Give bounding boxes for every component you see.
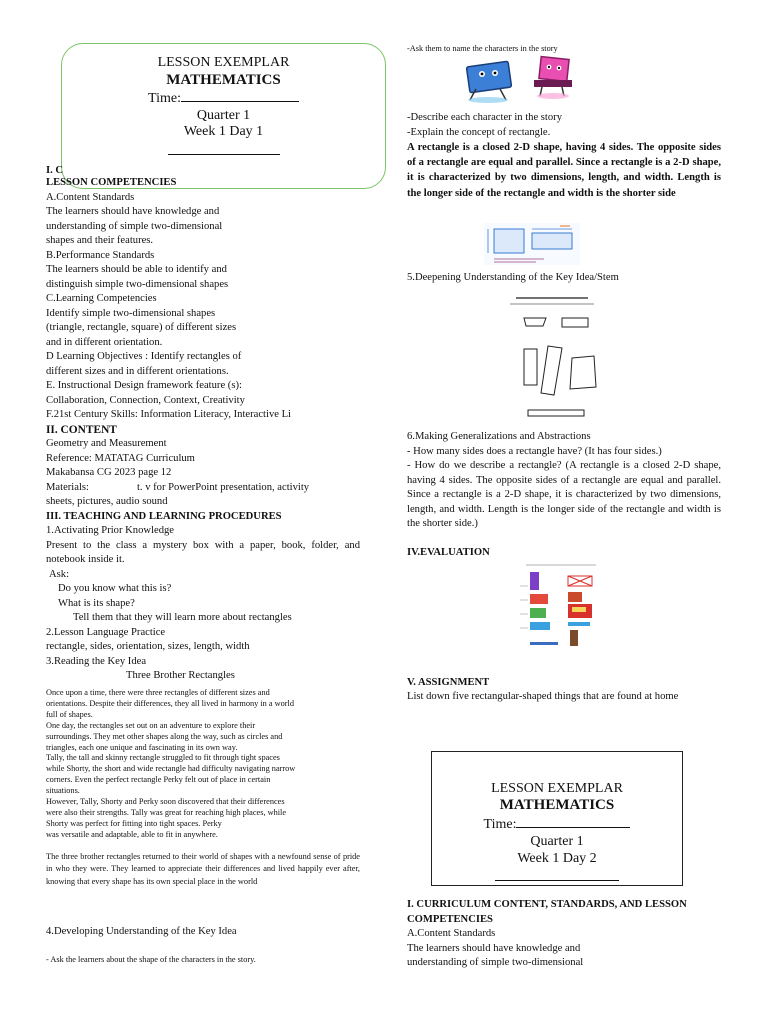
header-subject: MATHEMATICS	[499, 797, 615, 813]
gen-question-2: - How do we describe a rectangle? (A rectangle is a closed 2-D shape, having 4 sides. The opposite sides of a rectangle are equal and parallel. Since a rectangle is a 2-D shape, it is characterized by two dimensions, length, and width. Length is the longer side of the rectangle and width is the shorter side.)	[407, 460, 721, 530]
materials-line: Materials: t. v for PowerPoint presentation, activity	[46, 481, 310, 493]
story-line: were also their strengths. Tally was great for reaching high places, while	[46, 807, 287, 817]
learning-competencies-label: C.Learning Competencies	[46, 293, 157, 304]
story-line: However, Tally, Shorty and Perky soon discovered that their differences	[46, 797, 285, 807]
text-line: distinguish simple two-dimensional shapes	[46, 278, 229, 290]
story-line: was versatile and adaptable, able to fit in anywhere.	[46, 829, 218, 839]
skills-line: F.21st Century Skills: Information Literacy, Interactive Li	[46, 409, 292, 420]
story-line: corners. Even the perfect rectangle Perky felt out of place in certain	[46, 775, 271, 785]
header-subject: MATHEMATICS	[166, 71, 281, 88]
generalizations-block	[407, 430, 721, 532]
text-line: Identify simple two-dimensional shapes	[46, 307, 216, 319]
text-line: and in different orientation.	[46, 336, 163, 348]
text-line: (triangle, rectangle, square) of different sizes	[46, 322, 237, 333]
text-line: rectangle, sides, orientation, sizes, length, width	[46, 641, 250, 652]
text-line: Makabansa CG 2023 page 12	[46, 467, 172, 478]
story-line: full of shapes.	[46, 709, 93, 719]
lesson-header-day2	[431, 751, 683, 886]
story-line: surroundings. They met other shapes along the way, such as circles and	[46, 731, 283, 741]
text-line: understanding of simple two-dimensional	[46, 220, 223, 232]
ask-label: Ask:	[49, 568, 70, 580]
content-heading: II. CONTENT	[46, 423, 117, 436]
story-title: Three Brother Rectangles	[126, 670, 235, 681]
text-line: different sizes and in different orientations.	[46, 365, 229, 377]
header-underline	[62, 141, 385, 161]
story-line: while Shorty, the short and wide rectangle had difficulty navigating narrow	[46, 764, 296, 774]
story-line: triangles, each one unique and fascinating in its own way.	[46, 742, 238, 752]
procedures-heading: III. TEACHING AND LEARNING PROCEDURES	[46, 510, 282, 522]
worksheet-shapes-image	[496, 294, 606, 424]
text-line: The learners should have knowledge and	[46, 206, 220, 217]
text-line: The learners should have knowledge and	[407, 942, 581, 954]
story-text	[46, 688, 362, 888]
day2-section-heading: I. CURRICULUM CONTENT, STANDARDS, AND LESSON	[407, 899, 687, 910]
question-1: Do you know what this is?	[58, 583, 172, 594]
rectangle-length-width-diagram	[484, 223, 580, 265]
header-time: Time:	[432, 814, 682, 833]
text-line: Collaboration, Connection, Context, Creativity	[46, 394, 245, 406]
text-line: sheets, pictures, audio sound	[46, 496, 168, 507]
day2-section-heading-cont: COMPETENCIES	[407, 913, 493, 925]
activating-label: 1.Activating Prior Knowledge	[46, 525, 174, 536]
ask-names-line: -Ask them to name the characters in the story	[407, 44, 558, 53]
text-line: shapes and their features.	[46, 235, 154, 246]
generalizations-label: 6.Making Generalizations and Abstractions	[407, 431, 591, 442]
day2-curriculum	[407, 898, 727, 971]
deepening-label: 5.Deepening Understanding of the Key Idea/Stem	[407, 272, 619, 283]
header-title: LESSON EXEMPLAR	[157, 55, 290, 70]
explain-line: -Explain the concept of rectangle.	[407, 126, 551, 138]
header-week-day: Week 1 Day 2	[517, 851, 597, 866]
assignment-heading: V. ASSIGNMENT	[407, 677, 490, 688]
story-line: orientations. Despite their differences, they all lived in harmony in a world	[46, 698, 294, 708]
assignment-text: List down five rectangular-shaped things that are found at home	[407, 691, 679, 702]
developing-label: 4.Developing Understanding of the Key Idea	[46, 926, 237, 937]
rectangle-characters-image	[458, 56, 578, 106]
story-line: Shorty was perfect for fitting into tight spaces. Perky	[46, 818, 222, 828]
reading-label: 3.Reading the Key Idea	[46, 655, 147, 667]
story-line: One day, the rectangles set out on an adventure to explore their	[46, 720, 256, 730]
describe-line: -Describe each character in the story	[407, 112, 562, 123]
left-column-top	[46, 176, 366, 684]
design-framework-line: E. Instructional Design framework feature (s):	[46, 380, 242, 391]
character-pink	[534, 57, 572, 99]
gen-question-1: - How many sides does a rectangle have? (It has four sides.)	[407, 445, 662, 457]
competencies-heading: LESSON COMPETENCIES	[46, 177, 177, 188]
story-line: Once upon a time, there were three rectangles of different sizes and	[46, 688, 270, 697]
rectangle-definition: A rectangle is a closed 2-D shape, having 4 sides. The opposite sides of a rectangle are equal and parallel. Since a rectangle is a 2-D shape, it is characterized by two dimensions, length, and width. Length is the longer side of the rectangle and width is the shorter side	[407, 142, 721, 199]
text-line: Geometry and Measurement	[46, 438, 167, 449]
performance-standards-label: B.Performance Standards	[46, 249, 155, 261]
header-title: LESSON EXEMPLAR	[491, 781, 623, 796]
content-standards-label: A.Content Standards	[46, 191, 135, 203]
evaluation-worksheet-image	[516, 562, 608, 652]
story-ending: The three brother rectangles returned to their world of shapes with a newfound sense of pride in who they were. They learned to appreciate their differences and lived happily ever after, knowing that every shape has its own special place in the world	[46, 851, 360, 886]
header-week-day: Week 1 Day 1	[183, 124, 264, 139]
question-2: What is its shape?	[58, 597, 135, 609]
text-line: understanding of simple two-dimensional	[407, 957, 584, 968]
text-line: Reference: MATATAG Curriculum	[46, 452, 195, 464]
character-blue	[466, 61, 511, 103]
day2-content-standards-label: A.Content Standards	[407, 928, 496, 939]
objectives-line: D Learning Objectives : Identify rectangles of	[46, 351, 242, 362]
tell-line: Tell them that they will learn more about rectangles	[73, 612, 292, 623]
section-1-partial: I. C	[46, 165, 64, 176]
lesson-header-day1	[61, 43, 386, 189]
story-line: Tally, the tall and skinny rectangle struggled to fit through tight spaces	[46, 753, 280, 763]
header-time: Time:	[62, 88, 385, 108]
activating-text: Present to the class a mystery box with a paper, book, folder, and notebook inside it.	[46, 539, 360, 565]
text-line: The learners should be able to identify and	[46, 264, 227, 275]
header-quarter: Quarter 1	[530, 834, 584, 849]
header-quarter: Quarter 1	[196, 107, 251, 123]
language-label: 2.Lesson Language Practice	[46, 626, 166, 638]
header-underline	[432, 867, 682, 886]
story-line: situations.	[46, 786, 80, 796]
evaluation-heading: IV.EVALUATION	[407, 547, 490, 558]
right-column-concept	[407, 111, 721, 201]
developing-text: - Ask the learners about the shape of the characters in the story.	[46, 955, 256, 964]
